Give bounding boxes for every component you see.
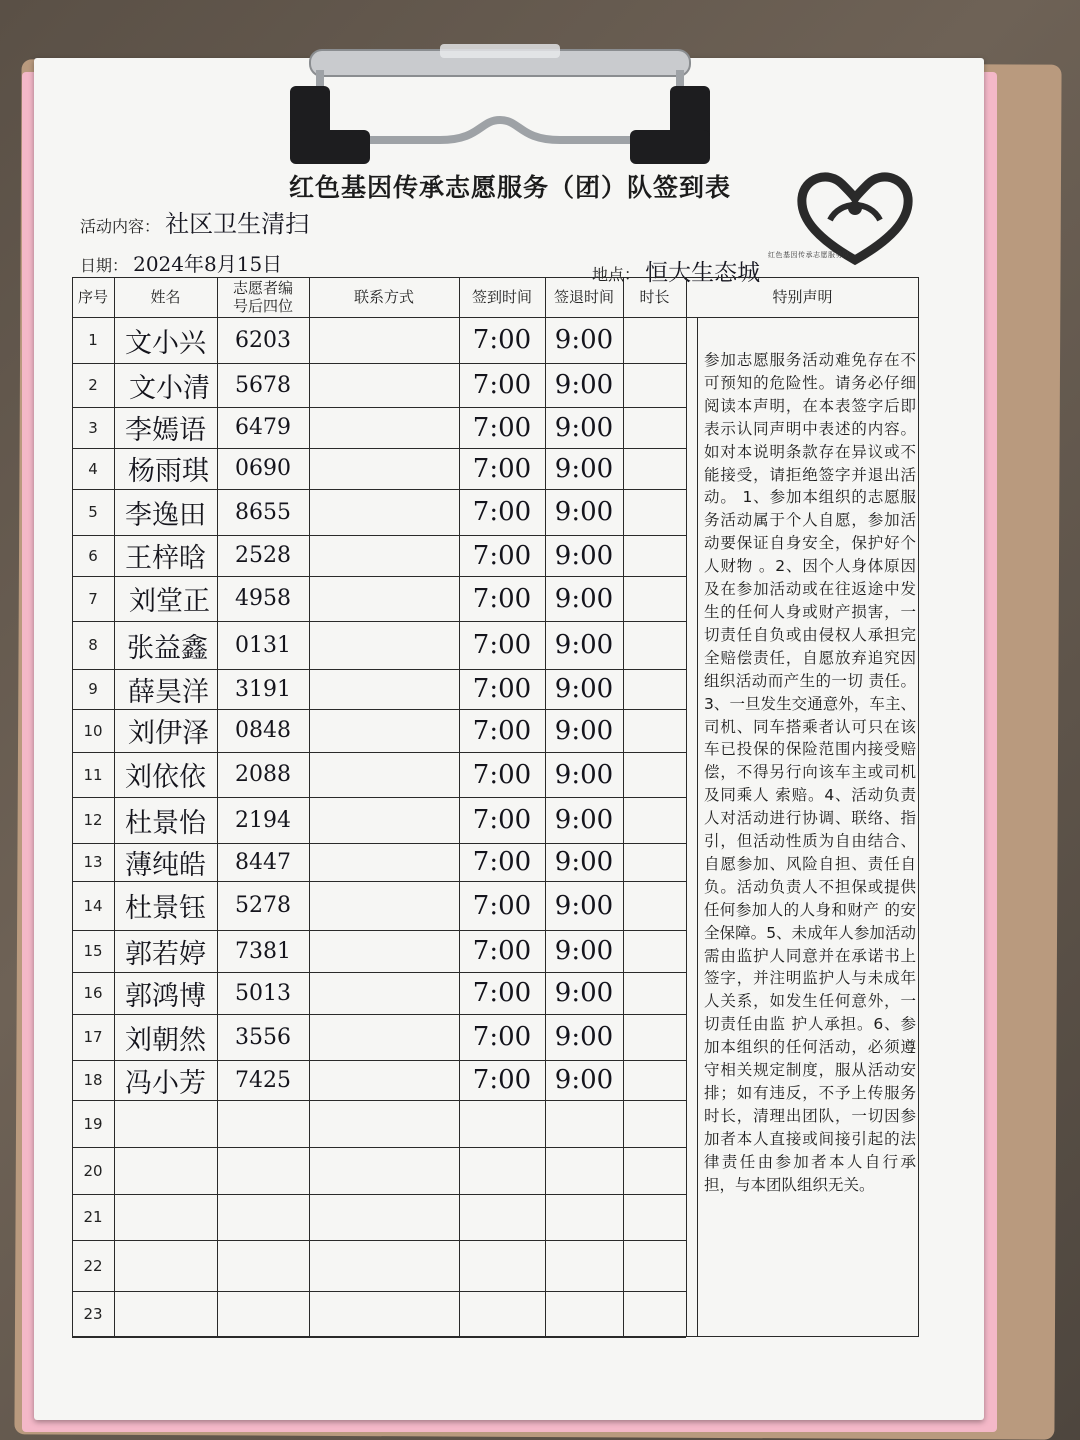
row-index: 16: [83, 984, 103, 1002]
contact-cell: [309, 1240, 459, 1291]
checkout-time: 9:00: [554, 630, 614, 660]
volunteer-id: 0690: [235, 456, 291, 481]
row-index: 20: [83, 1161, 103, 1180]
volunteer-name: 刘堂正: [129, 586, 210, 617]
checkout-time: [545, 1291, 623, 1337]
row-index: 6: [88, 546, 98, 565]
row-index: 18: [83, 1071, 103, 1089]
duration-cell: [623, 1240, 686, 1291]
contact-cell: [309, 669, 459, 709]
volunteer-id: 5678: [235, 372, 291, 398]
volunteer-id: 7381: [235, 938, 291, 964]
duration-cell: [623, 621, 686, 669]
checkout-time: 9:00: [554, 715, 614, 746]
checkin-time: 7:00: [472, 370, 532, 400]
duration-cell: [623, 1060, 686, 1100]
special-statement-text: 参加志愿服务活动难免存在不可预知的危险性。请务必仔细阅读本声明，在本表签字后即表示认同声明中表述的内容。如对本说明条款存在异议或不能接受，请拒绝签字并退出活动。 1、参加本组织的志愿服务活动属于个人自愿，参加活动要保证自身安全，保护好个人财物 。2、因个人身体原因及在参加活动或在往返途中发生的任何人身或财产损害，一切责任自负或由侵权人承担完全赔偿责任，自愿放弃追究因组织活动而产生的一切 责任。3、一旦发生交通意外，车主、司机、同车搭乘者认可只在该车已投保的保险范围内接受赔偿，不得另行向该车主或司机及同乘人 索赔。4、活动负责人对活动进行协调、联络、指引，但活动性质为自由结合、自愿参加、风险自担、责任自负。活动负责人不担保或提供任何参加人的人身和财产 的安全保障。5、未成年人参加活动需由监护人同意并在承诺书上签字，并注明监护人与未成年人关系，如发生任何意外，一切责任由监 护人承担。6、参加本组织的任何活动，必须遵守相关规定制度，服从活动安排；如有违反，不予上传服务时长，清理出团队，一切因参加者本人直接或间接引起的法律责任由参加者本人自行承担，与本团队组织无关。: [704, 351, 916, 1194]
contact-cell: [309, 752, 459, 797]
checkin-time: 7:00: [472, 540, 532, 571]
header-duration: 时长: [639, 288, 670, 306]
duration-cell: [623, 881, 686, 930]
checkout-time: 9:00: [554, 412, 614, 443]
checkout-time: 9:00: [554, 847, 614, 877]
duration-cell: [623, 797, 686, 843]
volunteer-name: 文小清: [129, 372, 210, 404]
row-index: 4: [88, 459, 98, 478]
duration-cell: [623, 843, 686, 881]
row-index: 23: [83, 1305, 103, 1323]
volunteer-id: [217, 1194, 309, 1240]
volunteer-id: 2194: [235, 807, 291, 833]
clipboard-clip: [290, 40, 710, 170]
header-volunteer-id: 志愿者编号后四位: [232, 279, 293, 315]
volunteer-name: [114, 1291, 217, 1337]
volunteer-id: 8447: [235, 849, 291, 875]
header-checkin: 签到时间: [471, 288, 532, 306]
checkin-time: 7:00: [472, 847, 532, 877]
volunteer-id: 6203: [235, 327, 291, 353]
volunteer-name: 刘朝然: [125, 1024, 206, 1056]
date-label: 日期：: [80, 256, 129, 275]
location-value: 恒大生态城: [645, 260, 761, 286]
checkin-time: 7:00: [472, 715, 532, 746]
duration-cell: [623, 1100, 686, 1147]
volunteer-id: 0131: [235, 632, 291, 658]
volunteer-name: 刘依依: [125, 762, 206, 793]
contact-cell: [309, 843, 459, 881]
checkout-time: [545, 1147, 623, 1194]
checkin-time: 7:00: [472, 936, 532, 966]
checkin-time: 7:00: [472, 1022, 532, 1052]
volunteer-id: 5278: [235, 893, 291, 918]
header-statement: 特别声明: [772, 288, 833, 306]
duration-cell: [623, 363, 686, 407]
volunteer-id: 8655: [235, 499, 291, 525]
volunteer-name: [114, 1100, 217, 1147]
volunteer-id: 5013: [235, 980, 291, 1006]
date-value: 2024年8月15日: [133, 252, 283, 276]
row-index: 5: [88, 503, 98, 521]
volunteer-name: 薄纯皓: [125, 849, 206, 881]
volunteer-id: 7425: [235, 1067, 291, 1093]
grid-horizontal-line: [72, 1337, 686, 1338]
contact-cell: [309, 1194, 459, 1240]
duration-cell: [623, 669, 686, 709]
location-label: 地点：: [592, 265, 641, 284]
duration-cell: [623, 1014, 686, 1060]
checkout-time: 9:00: [554, 759, 614, 790]
volunteer-name: 郭鸿博: [125, 980, 206, 1012]
volunteer-name: 文小兴: [125, 327, 206, 359]
checkin-time: 7:00: [472, 890, 532, 921]
volunteer-name: [114, 1194, 217, 1240]
duration-cell: [623, 752, 686, 797]
activity-row: [80, 204, 309, 239]
contact-cell: [309, 407, 459, 448]
duration-cell: [623, 1291, 686, 1337]
volunteer-id: [217, 1100, 309, 1147]
row-index: 3: [88, 418, 98, 437]
duration-cell: [623, 709, 686, 752]
checkin-time: 7:00: [472, 630, 532, 660]
volunteer-name: 杜景怡: [125, 807, 206, 839]
checkin-time: 7:00: [472, 674, 532, 704]
volunteer-name: 李逸田: [125, 499, 206, 531]
checkout-time: [545, 1100, 623, 1147]
duration-cell: [623, 535, 686, 576]
checkin-time: [459, 1147, 545, 1194]
header-checkout: 签退时间: [553, 288, 614, 306]
form-title: 红色基因传承志愿服务（团）队签到表: [288, 173, 731, 202]
checkout-time: 9:00: [554, 978, 614, 1008]
volunteer-name: 李嫣语: [125, 415, 206, 446]
duration-cell: [623, 1147, 686, 1194]
checkin-time: 7:00: [472, 412, 532, 443]
volunteer-name: 刘伊泽: [128, 718, 209, 749]
volunteer-id: [217, 1291, 309, 1337]
contact-cell: [309, 363, 459, 407]
row-index: 19: [83, 1114, 103, 1133]
duration-cell: [623, 407, 686, 448]
checkin-time: 7:00: [472, 978, 532, 1008]
checkin-time: 7:00: [472, 759, 532, 790]
contact-cell: [309, 1291, 459, 1337]
volunteer-id: 2088: [235, 762, 291, 787]
checkout-time: 9:00: [554, 890, 614, 921]
contact-cell: [309, 881, 459, 930]
activity-value: 社区卫生清扫: [165, 210, 310, 238]
volunteer-id: [217, 1240, 309, 1291]
volunteer-name: 王梓晗: [125, 543, 206, 574]
special-statement-box: [697, 317, 919, 1337]
row-index: 17: [83, 1028, 103, 1046]
volunteer-name: 张益鑫: [127, 632, 208, 664]
contact-cell: [309, 709, 459, 752]
row-index: 8: [88, 636, 98, 654]
contact-cell: [309, 489, 459, 535]
duration-cell: [623, 489, 686, 535]
row-index: 1: [88, 331, 98, 349]
row-index: 15: [83, 942, 103, 960]
checkin-time: 7:00: [472, 805, 532, 835]
checkout-time: 9:00: [554, 805, 614, 835]
volunteer-name: [114, 1147, 217, 1194]
volunteer-id: 6479: [235, 415, 291, 440]
header-name: 姓名: [150, 288, 181, 306]
checkout-time: 9:00: [554, 1022, 614, 1052]
contact-cell: [309, 1100, 459, 1147]
contact-cell: [309, 317, 459, 363]
duration-cell: [623, 972, 686, 1014]
row-index: 9: [88, 680, 98, 698]
header-contact: 联系方式: [353, 288, 414, 306]
contact-cell: [309, 448, 459, 489]
checkin-time: [459, 1194, 545, 1240]
contact-cell: [309, 1014, 459, 1060]
volunteer-name: 杜景钰: [125, 893, 206, 924]
checkout-time: 9:00: [554, 540, 614, 571]
checkin-time: [459, 1100, 545, 1147]
date-row: [80, 248, 282, 277]
activity-label: 活动内容：: [80, 217, 161, 236]
row-index: 2: [88, 376, 98, 394]
row-index: 22: [83, 1256, 103, 1275]
checkout-time: 9:00: [554, 1065, 614, 1095]
duration-cell: [623, 317, 686, 363]
row-index: 10: [83, 721, 103, 740]
checkin-time: 7:00: [472, 1065, 532, 1095]
attendance-table: [72, 277, 919, 1337]
checkout-time: 9:00: [554, 583, 614, 614]
volunteer-name: [114, 1240, 217, 1291]
checkout-time: [545, 1194, 623, 1240]
checkout-time: 9:00: [554, 453, 614, 484]
grid-vertical-line: [686, 277, 687, 1337]
volunteer-name: 冯小芳: [125, 1067, 206, 1099]
header-index: 序号: [77, 288, 108, 306]
contact-cell: [309, 797, 459, 843]
volunteer-name: 郭若婷: [125, 938, 206, 970]
volunteer-id: [217, 1147, 309, 1194]
volunteer-id: 3191: [235, 676, 291, 702]
contact-cell: [309, 930, 459, 972]
volunteer-id: 0848: [235, 718, 291, 743]
duration-cell: [623, 930, 686, 972]
checkin-time: 7:00: [472, 583, 532, 614]
volunteer-name: 杨雨琪: [128, 456, 209, 487]
duration-cell: [623, 448, 686, 489]
row-index: 14: [83, 896, 103, 915]
row-index: 12: [83, 811, 103, 829]
contact-cell: [309, 1060, 459, 1100]
volunteer-id: 3556: [235, 1024, 291, 1050]
checkout-time: 9:00: [554, 325, 614, 355]
checkout-time: 9:00: [554, 674, 614, 704]
duration-cell: [623, 576, 686, 621]
checkin-time: 7:00: [472, 497, 532, 527]
row-index: 21: [83, 1208, 103, 1226]
row-index: 7: [88, 589, 98, 608]
logo-caption: 红色基因传承志愿服务队: [768, 251, 851, 259]
row-index: 11: [83, 765, 103, 784]
checkin-time: 7:00: [472, 453, 532, 484]
checkin-time: [459, 1291, 545, 1337]
checkout-time: 9:00: [554, 497, 614, 527]
volunteer-id: 4958: [235, 586, 291, 611]
row-index: 13: [83, 853, 103, 871]
contact-cell: [309, 972, 459, 1014]
duration-cell: [623, 1194, 686, 1240]
contact-cell: [309, 621, 459, 669]
volunteer-id: 2528: [235, 543, 291, 568]
checkin-time: 7:00: [472, 325, 532, 355]
contact-cell: [309, 576, 459, 621]
contact-cell: [309, 535, 459, 576]
checkout-time: 9:00: [554, 370, 614, 400]
contact-cell: [309, 1147, 459, 1194]
volunteer-name: 薛昊洋: [128, 676, 209, 708]
checkout-time: 9:00: [554, 936, 614, 966]
checkin-time: [459, 1240, 545, 1291]
checkout-time: [545, 1240, 623, 1291]
